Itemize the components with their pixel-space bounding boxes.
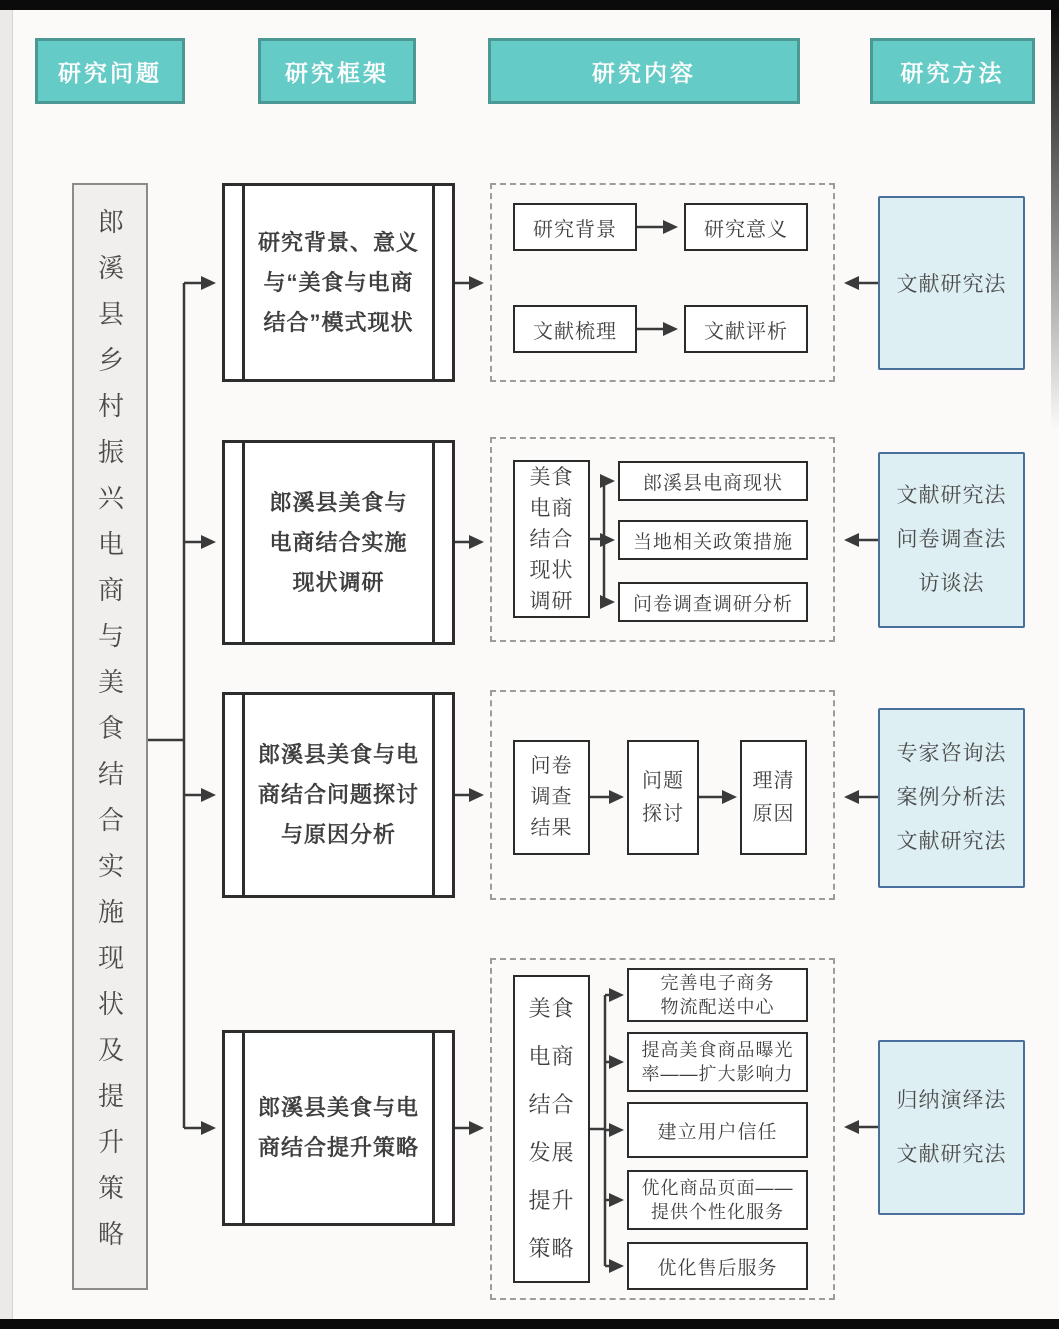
research-problem-label: 郎溪县乡村振兴电商与美食结合实施现状及提升策略	[94, 207, 125, 1266]
box-improvement-strategy-hub: 美食 电商 结合 发展 提升 策略	[513, 975, 590, 1283]
box-literature-review: 文献梳理	[513, 305, 637, 353]
header-research-method: 研究方法	[870, 38, 1035, 104]
box-questionnaire-analysis: 问卷调查调研分析	[618, 582, 808, 622]
photo-bottom-bar	[0, 1319, 1059, 1329]
framework-box-row1: 研究背景、意义 与“美食与电商 结合”模式现状	[222, 183, 455, 382]
framework-box-row4: 郎溪县美食与电 商结合提升策略	[222, 1030, 455, 1226]
box-local-policies: 当地相关政策措施	[618, 520, 808, 560]
photo-top-bar	[0, 0, 1059, 10]
box-research-background: 研究背景	[513, 203, 637, 251]
framework-box-row3: 郎溪县美食与电 商结合问题探讨 与原因分析	[222, 692, 455, 898]
photo-left-margin	[0, 0, 13, 1329]
box-status-survey-hub: 美食 电商 结合 现状 调研	[513, 460, 590, 618]
box-logistics-center: 完善电子商务 物流配送中心	[627, 968, 808, 1022]
box-clarify-causes: 理清 原因	[740, 740, 807, 855]
box-problem-discussion: 问题 探讨	[627, 740, 699, 855]
header-research-content: 研究内容	[488, 38, 800, 104]
box-product-page-personalization: 优化商品页面—— 提供个性化服务	[627, 1170, 808, 1230]
header-research-problem: 研究问题	[35, 38, 185, 104]
framework-box-row2: 郎溪县美食与 电商结合实施 现状调研	[222, 440, 455, 645]
research-problem-box	[72, 183, 148, 1290]
photo-right-shadow	[1051, 0, 1059, 430]
method-box-row2: 文献研究法 问卷调查法 访谈法	[878, 452, 1025, 628]
box-after-sales-service: 优化售后服务	[627, 1242, 808, 1290]
method-box-row1: 文献研究法	[878, 196, 1025, 370]
box-research-significance: 研究意义	[684, 203, 808, 251]
box-user-trust: 建立用户信任	[627, 1102, 808, 1158]
header-research-framework: 研究框架	[258, 38, 416, 104]
box-survey-results: 问卷 调查 结果	[513, 740, 590, 855]
box-ecommerce-status: 郎溪县电商现状	[618, 461, 808, 501]
method-box-row4: 归纳演绎法 文献研究法	[878, 1040, 1025, 1215]
method-box-row3: 专家咨询法 案例分析法 文献研究法	[878, 708, 1025, 888]
box-literature-appraisal: 文献评析	[684, 305, 808, 353]
box-exposure-influence: 提高美食商品曝光 率——扩大影响力	[627, 1032, 808, 1092]
